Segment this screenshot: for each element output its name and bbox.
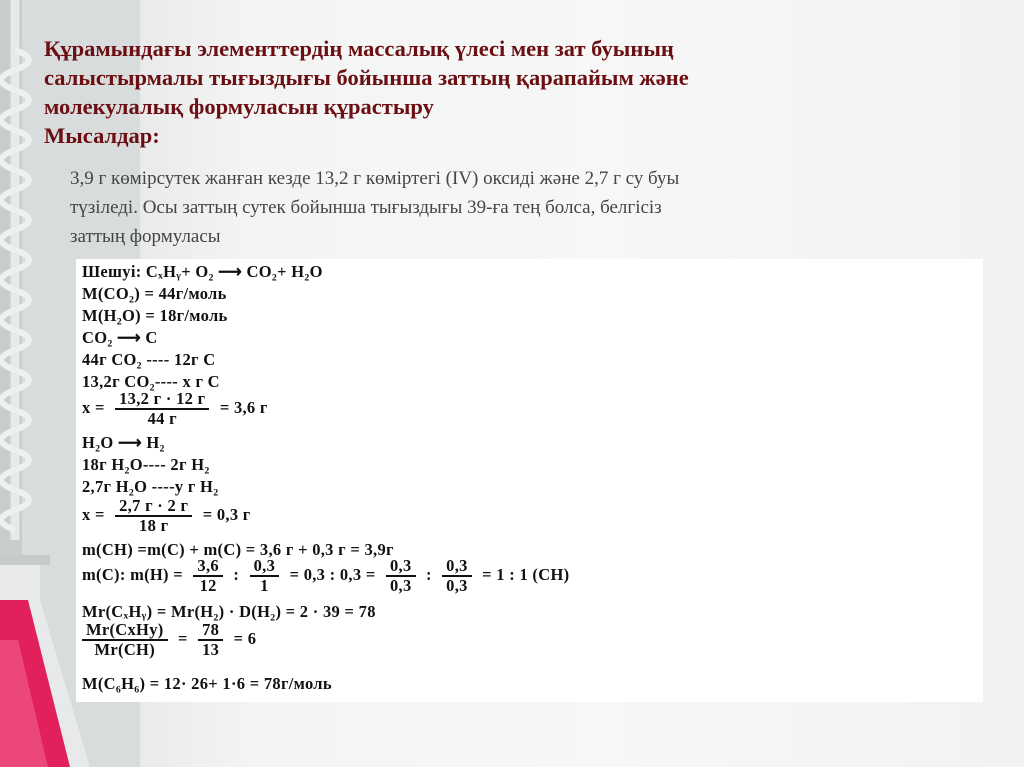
text: = 1 : 1 (CH) — [482, 564, 570, 584]
denominator: 44 г — [147, 409, 177, 428]
numerator: 0,3 — [250, 557, 280, 577]
fraction — [386, 557, 416, 595]
numerator: Mr(CxHy) — [82, 621, 168, 641]
solution-line: Шешуі: CₓHᵧ+ O₂ ⟶ CO₂+ H₂O — [82, 262, 323, 281]
solution-line: Mr(CₓHᵧ) = Mr(H₂) · D(H₂) = 2 · 39 = 78 — [82, 602, 376, 621]
denominator: Mr(CH) — [94, 640, 155, 659]
solution-line: M(H₂O) = 18г/моль — [82, 306, 228, 325]
solution-line: 2,7г H₂O ----y г H₂ — [82, 477, 219, 496]
title-line: молекулалық формуласын құрастыру — [44, 94, 434, 119]
numerator: 0,3 — [386, 557, 416, 577]
solution-line: 13,2г CO₂---- x г C — [82, 372, 220, 391]
fraction-line — [82, 497, 251, 535]
denominator: 0,3 — [389, 576, 412, 595]
text: = 3,6 г — [219, 397, 268, 417]
title-line: Құрамындағы элементтердің массалық үлесі мен зат буының — [44, 36, 674, 61]
problem-statement — [70, 164, 950, 251]
numerator: 2,7 г · 2 г — [115, 497, 192, 517]
solution-line: CO₂ ⟶ C — [82, 328, 158, 347]
text: : — [233, 564, 240, 584]
solution-line: 18г H₂O---- 2г H₂ — [82, 455, 210, 474]
solution-line: m(CH) =m(C) + m(C) = 3,6 г + 0,3 г = 3,9г — [82, 540, 394, 559]
fraction — [198, 621, 223, 659]
text: = 0,3 г — [202, 504, 251, 524]
text: = 0,3 : 0,3 = — [289, 564, 376, 584]
fraction — [442, 557, 472, 595]
numerator: 13,2 г · 12 г — [115, 390, 209, 410]
fraction — [250, 557, 280, 595]
text: m(C): m(H) = — [82, 564, 183, 584]
problem-line: заттың формуласы — [70, 226, 221, 247]
numerator: 3,6 — [193, 557, 223, 577]
denominator: 0,3 — [446, 576, 468, 595]
solution-line: H₂O ⟶ H₂ — [82, 433, 165, 452]
fraction-line — [82, 557, 569, 595]
text: x = — [82, 504, 105, 524]
fraction — [193, 557, 223, 595]
fraction-line — [76, 621, 256, 659]
fraction — [82, 621, 168, 659]
fraction-line — [82, 390, 268, 428]
text: : — [425, 564, 432, 584]
solution-line: 44г CO₂ ---- 12г C — [82, 350, 216, 369]
solution-image — [76, 259, 983, 702]
text: = — [177, 628, 188, 648]
fraction — [115, 497, 192, 535]
solution-line: M(C₆H₆) = 12· 26+ 1·6 = 78г/моль — [82, 674, 332, 693]
denominator: 18 г — [139, 516, 169, 535]
solution-line: M(CO₂) = 44г/моль — [82, 284, 227, 303]
numerator: 0,3 — [442, 557, 472, 577]
slide-title — [44, 34, 944, 150]
title-line: салыстырмалы тығыздығы бойынша заттың қарапайым және — [44, 65, 689, 90]
problem-line: түзіледі. Осы заттың сутек бойынша тығыздығы 39-ға тең болса, белгісіз — [70, 197, 662, 218]
numerator: 78 — [198, 621, 223, 641]
fraction — [115, 390, 209, 428]
denominator: 12 — [199, 576, 217, 595]
title-line: Мысалдар: — [44, 123, 160, 148]
text: = 6 — [233, 628, 257, 648]
denominator: 13 — [202, 640, 220, 659]
problem-line: 3,9 г көмірсутек жанған кезде 13,2 г көміртегі (IV) оксиді және 2,7 г су буы — [70, 168, 680, 189]
denominator: 1 — [260, 576, 269, 595]
text: x = — [82, 397, 105, 417]
